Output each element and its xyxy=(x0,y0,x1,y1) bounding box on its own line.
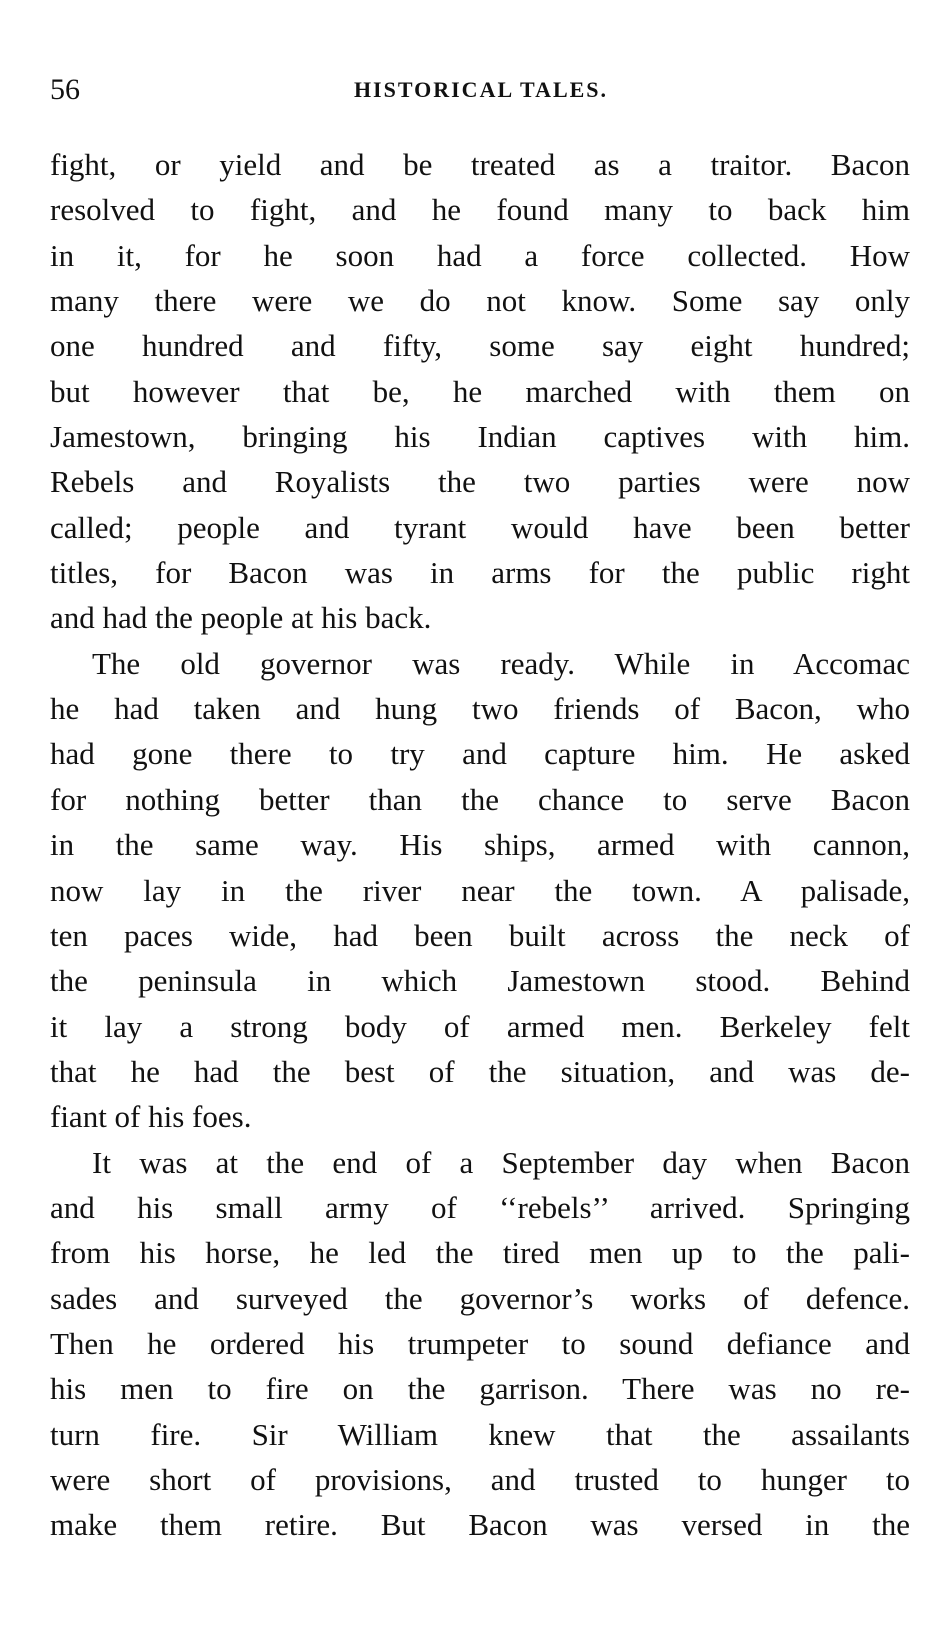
text-line: in it, for he soon had a force collected. How xyxy=(50,237,910,273)
text-line: make them retire. But Bacon was versed in the xyxy=(50,1507,910,1543)
text-line: resolved to fight, and he found many to back him xyxy=(50,192,910,228)
text-line: it lay a strong body of armed men. Berkeley felt xyxy=(50,1008,910,1044)
text-line: ten paces wide, had been built across the neck of xyxy=(50,917,910,953)
text-line: Then he ordered his trumpeter to sound defiance and xyxy=(50,1325,910,1361)
text-line: and his small army of ‘‘rebels’’ arrived. Springing xyxy=(50,1189,910,1225)
page-header xyxy=(50,70,912,110)
page-number: 56 xyxy=(50,73,80,106)
paragraph-last-line: and had the people at his back. xyxy=(50,600,432,636)
text-line: sades and surveyed the governor’s works of defence. xyxy=(50,1280,910,1316)
text-line: were short of provisions, and trusted to hunger to xyxy=(50,1461,910,1497)
text-line: in the same way. His ships, armed with cannon, xyxy=(50,827,910,863)
running-title: HISTORICAL TALES. xyxy=(353,77,609,102)
text-line: called; people and tyrant would have been better xyxy=(50,509,910,545)
text-line: Rebels and Royalists the two parties were now xyxy=(50,464,910,500)
text-line: many there were we do not know. Some say only xyxy=(50,283,910,319)
text-line: one hundred and fifty, some say eight hundred; xyxy=(50,328,910,364)
text-line: titles, for Bacon was in arms for the public right xyxy=(50,555,910,591)
text-line: his men to fire on the garrison. There was no re- xyxy=(50,1371,910,1407)
text-line: the peninsula in which Jamestown stood. Behind xyxy=(50,963,910,999)
text-line: that he had the best of the situation, and was de- xyxy=(50,1053,910,1089)
paragraph-first-line: The old governor was ready. While in Accomac xyxy=(92,645,910,681)
text-line: had gone there to try and capture him. He asked xyxy=(50,736,910,772)
text-line: Jamestown, bringing his Indian captives with him. xyxy=(50,419,910,455)
text-line: turn fire. Sir William knew that the assailants xyxy=(50,1416,910,1452)
text-line: fight, or yield and be treated as a traitor. Bacon xyxy=(50,147,910,182)
paragraph-first-line: It was at the end of a September day when Bacon xyxy=(92,1144,910,1180)
text-line: he had taken and hung two friends of Bacon, who xyxy=(50,691,910,727)
text-line: but however that be, he marched with them on xyxy=(50,373,910,409)
text-line: from his horse, he led the tired men up to the pali- xyxy=(50,1235,910,1271)
paragraph-last-line: fiant of his foes. xyxy=(50,1099,252,1135)
text-line: for nothing better than the chance to serve Bacon xyxy=(50,781,910,817)
text-line: now lay in the river near the town. A palisade, xyxy=(50,872,910,908)
body-text xyxy=(50,142,910,1548)
